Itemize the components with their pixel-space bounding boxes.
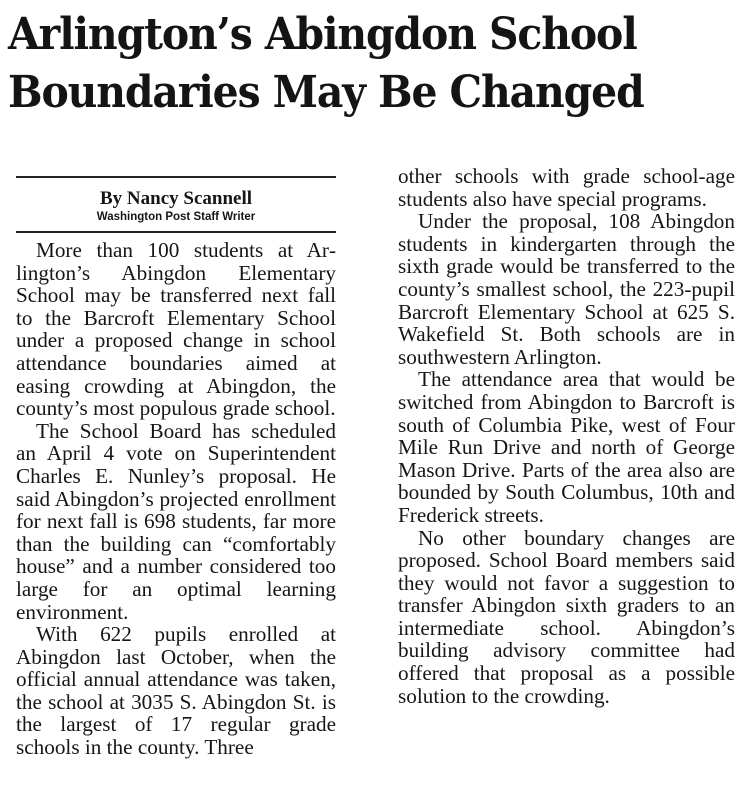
paragraph-continued: other schools with grade school-age students also have special programs. (398, 164, 735, 211)
byline (16, 178, 336, 231)
paragraph: Under the proposal, 108 Abingdon students in kindergarten through the sixth grade would be transferred to the county’s smallest school, the 223-pupil Barcroft Elementary School at 625 S. Wakefield St. Both schools are in southwestern Arlington. (398, 209, 735, 369)
byline-bottom-rule (16, 231, 336, 233)
paragraph: No other boundary changes are proposed. School Board members said they would not favor a suggestion to transfer Abingdon sixth graders to an intermediate school. Abingdon’s building advisory committee had offered that proposal as a possible solution to the crowding. (398, 525, 735, 708)
paragraph: More than 100 students at Arlington’s Abingdon Elementary School may be transferred next fall to the Barcroft Elementary School under a proposed change in school attendance boundaries aimed at easing crowding at Abingdon, the county’s most populous grade school. (16, 238, 336, 421)
paragraph: The attendance area that would be switched from Abingdon to Barcroft is south of Columbia Pike, west of Four Mile Run Drive and north of George Mason Drive. Parts of the area also are bounded by South Columbus, 10th and Frederick streets. (398, 367, 735, 527)
byline-affiliation: Washington Post Staff Writer (96, 211, 256, 223)
headline (8, 6, 701, 122)
left-column (16, 176, 336, 759)
byline-author: By Nancy Scannell (99, 188, 253, 209)
paragraph: With 622 pupils enrolled at Abingdon last October, when the official annual attendance was taken, the school at 3035 S. Abingdon St. is the largest of 17 regular grade schools in the county. Three (16, 622, 336, 760)
right-column (398, 165, 735, 707)
headline-line-1: Arlington’s Abingdon School (8, 9, 637, 60)
headline-line-2: Boundaries May Be Changed (8, 67, 644, 118)
paragraph: The School Board has scheduled an April 4 vote on Superintendent Charles E. Nunley’s proposal. He said Abingdon’s projected enrollment for next fall is 698 students, far more than the building can “comfortably house” and a number considered too large for an optimal learning environment. (16, 418, 336, 624)
